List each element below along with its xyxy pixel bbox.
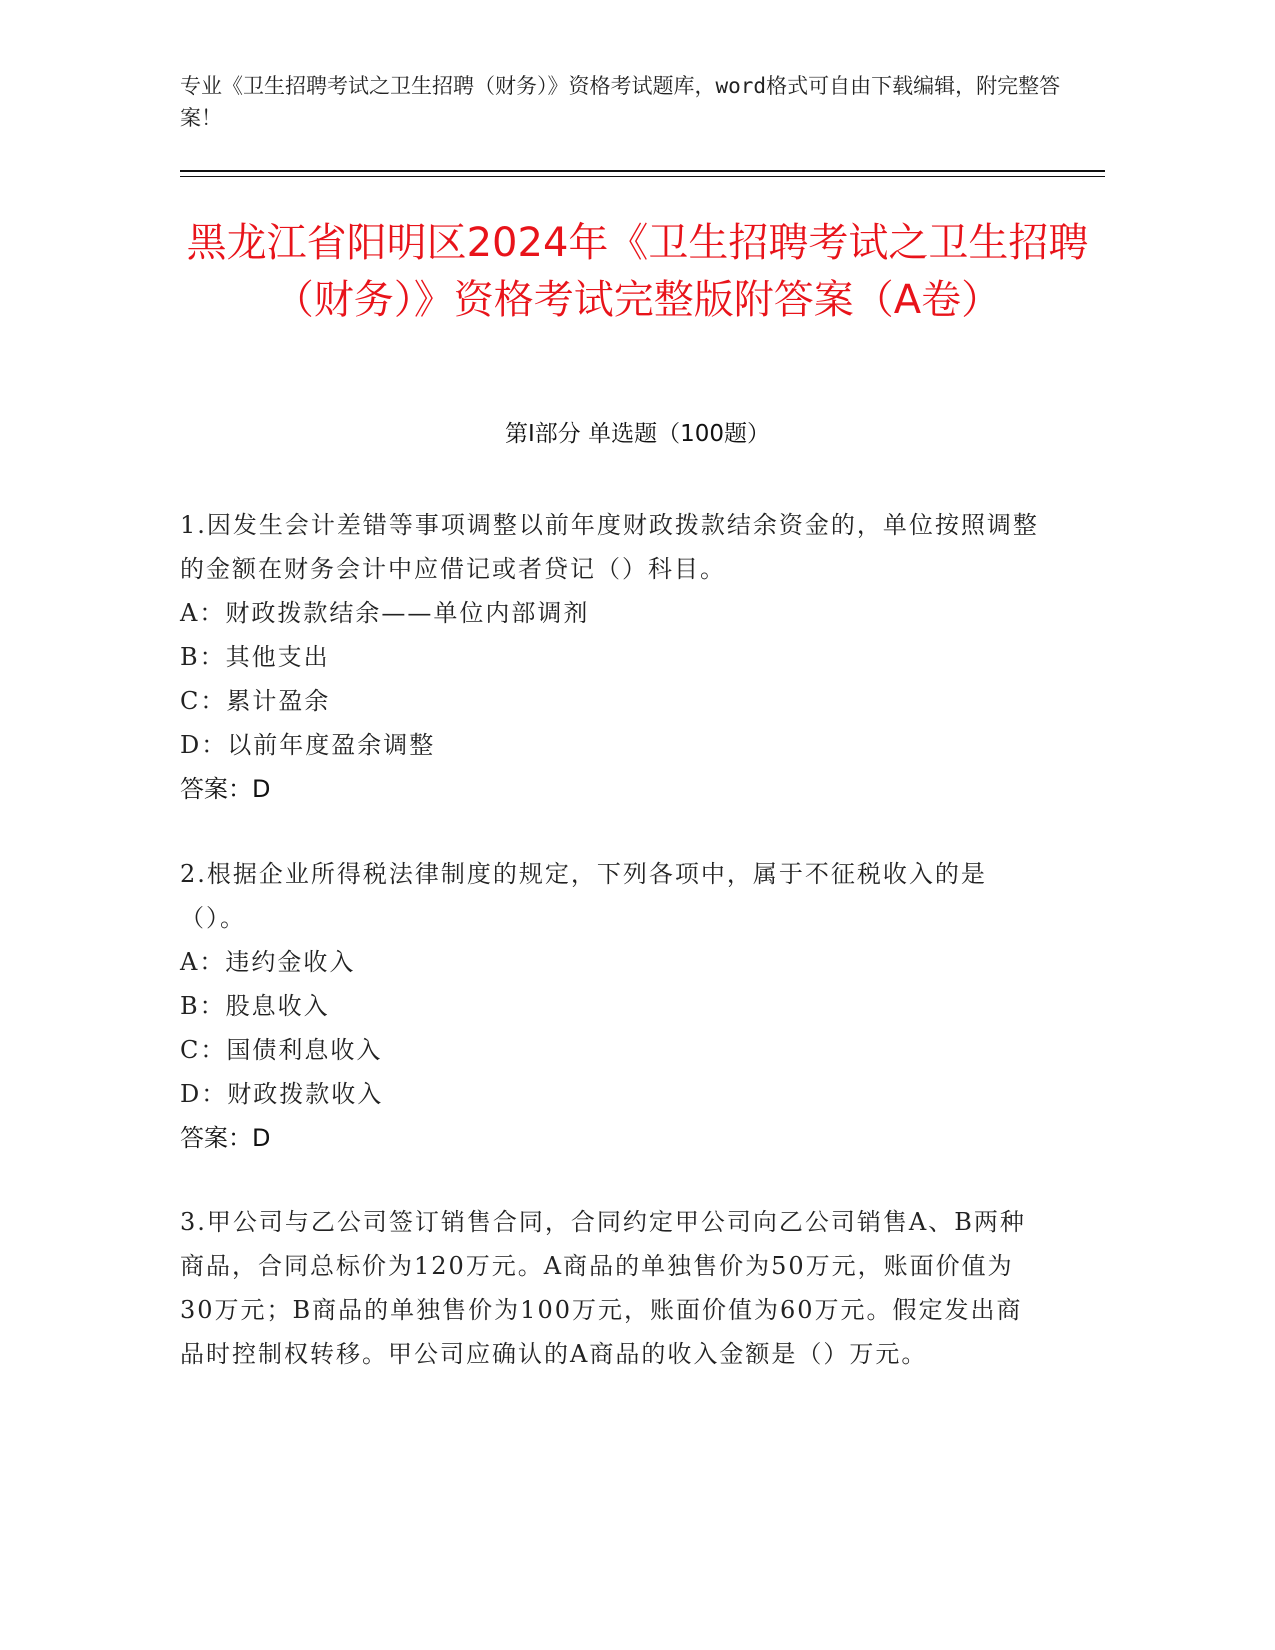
option-d: D：财政拨款收入 [180,1080,384,1108]
option-c: C：国债利息收入 [180,1036,383,1064]
question-1 [180,503,1040,811]
option-a: A：财政拨款结余——单位内部调剂 [180,599,590,627]
question-stem: 2.根据企业所得税法律制度的规定，下列各项中，属于不征税收入的是（）。 [180,860,987,932]
option-d: D：以前年度盈余调整 [180,731,436,759]
question-stem: 1.因发生会计差错等事项调整以前年度财政拨款结余资金的，单位按照调整的金额在财务会计中应借记或者贷记（）科目。 [180,511,1039,583]
header-rule-thick [180,170,1105,172]
answer: 答案：D [180,775,271,803]
option-b: B：其他支出 [180,643,330,671]
option-c: C：累计盈余 [180,687,331,715]
option-a: A：违约金收入 [180,948,356,976]
question-2 [180,852,1040,1160]
section-heading: 第I部分 单选题（100题） [505,421,770,447]
question-3 [180,1200,1040,1376]
question-stem: 3.甲公司与乙公司签订销售合同，合同约定甲公司向乙公司销售A、B两种商品，合同总标价为120万元。A商品的单独售价为50万元，账面价值为30万元；B商品的单独售价为100万元，账面价值为60万元。假定发出商品时控制权转移。甲公司应确认的A商品的收入金额是（）万元。 [180,1208,1026,1368]
answer: 答案：D [180,1124,271,1152]
document-title: 黑龙江省阳明区2024年《卫生招聘考试之卫生招聘（财务）》资格考试完整版附答案（A卷） [186,220,1089,323]
option-b: B：股息收入 [180,992,330,1020]
header-rule-thin [180,176,1105,177]
header-note: 专业《卫生招聘考试之卫生招聘（财务）》资格考试题库，word格式可自由下载编辑，附完整答案！ [180,74,1061,130]
